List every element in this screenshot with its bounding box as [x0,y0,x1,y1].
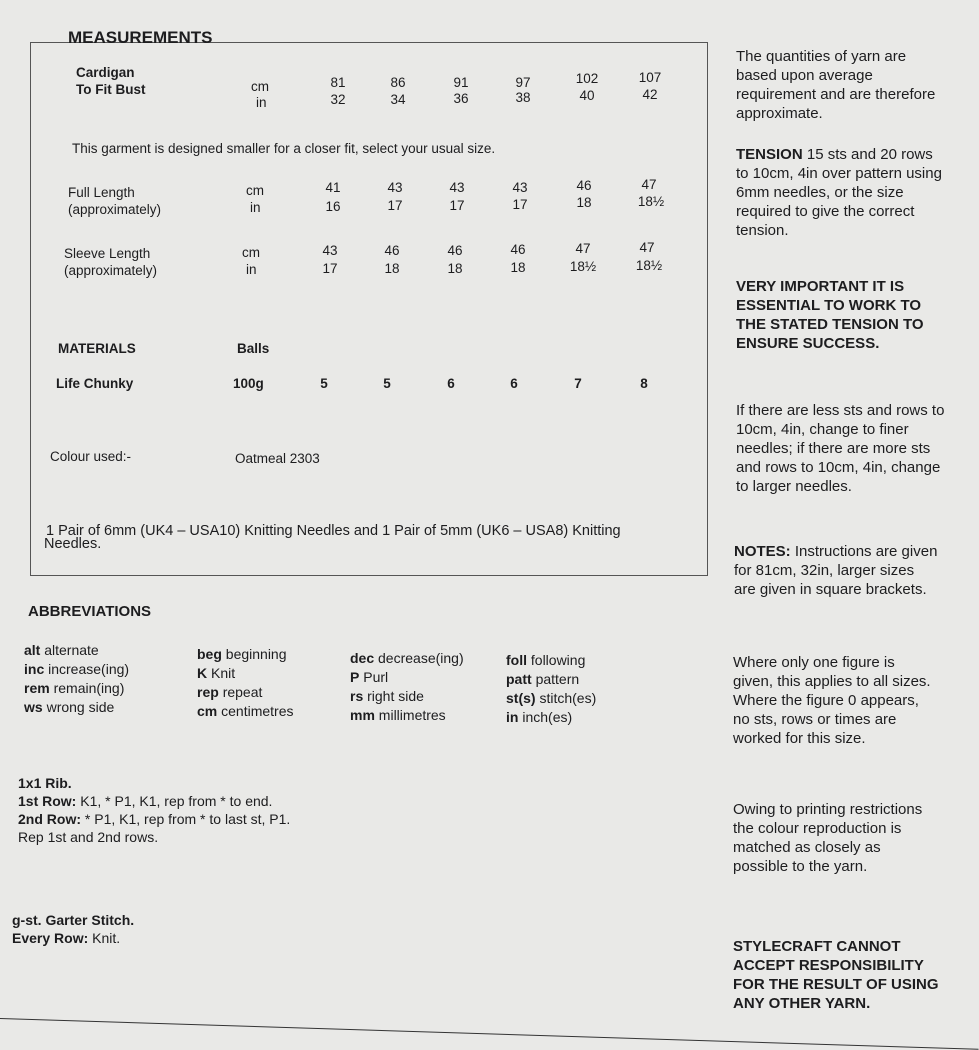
abbr-meaning: decrease(ing) [378,650,464,666]
abbr-item [506,670,596,689]
abbr-item [506,689,596,708]
sleeve-cm-value: 43 [322,243,338,258]
abbr-meaning: remain(ing) [53,680,125,696]
quantities-note: The quantities of yarn are based upon average requirement and are therefore approximate. [736,48,936,122]
bust-cm-value: 86 [390,75,406,90]
abbr-term: K [197,665,208,681]
abbr-meaning: right side [367,688,424,704]
rib-row-2 [18,810,290,828]
balls-value: 7 [574,376,582,391]
measurements-box [30,42,708,576]
abbr-meaning: wrong side [46,699,115,715]
sleeve-in-value: 17 [322,261,338,276]
abbr-item [24,660,129,679]
one-figure-note: Where only one figure is given, this applies to all sizes. Where the figure 0 appears, no sts, rows or times are worked for this size. [733,654,931,747]
abbr-meaning: increase(ing) [48,661,130,677]
notes [734,542,939,599]
full-length-cm-value: 41 [325,180,341,195]
sleeve-cm-value: 47 [575,241,591,256]
colour-label: Colour used:- [50,449,132,464]
abbr-item [506,708,596,727]
abbr-item [24,679,129,698]
abbr-item [506,651,596,670]
abbr-term: foll [506,652,527,668]
needles-line1: 1 Pair of 6mm (UK4 – USA10) Knitting Needles and 1 Pair of 5mm (UK6 – USA8) Knitting [46,523,621,539]
abbr-item [350,668,464,687]
printing-note: Owing to printing restrictions the colour reproduction is matched as closely as possible to the yarn. [733,801,923,875]
abbr-term: rs [350,688,364,704]
colour-value: Oatmeal 2303 [235,451,320,466]
full-length-approx-label: (approximately) [68,202,162,217]
abbr-item [24,641,129,660]
yarn-weight: 100g [233,376,264,391]
bust-cm-value: 81 [330,75,346,90]
garter-title: g-st. Garter Stitch. [12,912,135,928]
abbr-meaning: alternate [44,642,99,658]
fit-note: This garment is designed smaller for a closer fit, select your usual size. [72,141,496,156]
rib-row-1-label: 1st Row: [18,793,77,809]
abbr-meaning: Purl [363,669,389,685]
to-fit-bust-label: To Fit Bust [76,82,146,97]
bust-in-value: 38 [515,90,531,105]
cardigan-label: Cardigan [76,65,135,80]
unit-in: in [256,95,267,110]
bust-in-value: 42 [642,87,658,102]
needle-change-note: If there are less sts and rows to 10cm, 4in, change to finer needles; if there are more sts and rows to 10cm, 4in, change to larger needles. [736,402,945,495]
abbr-meaning: pattern [535,671,580,687]
sleeve-in-value: 18½ [635,258,663,273]
abbreviations-title: ABBREVIATIONS [28,603,152,620]
notes-label: NOTES: [734,543,791,560]
tension-text: 15 sts and 20 rows to 10cm, 4in over pattern using 6mm needles, or the size required to give the correct tension. [736,146,942,239]
abbr-item [24,698,129,717]
notes-text: Instructions are given for 81cm, 32in, larger sizes are given in square brackets. [734,543,938,598]
abbr-term: beg [197,646,222,662]
bust-in-value: 32 [330,92,346,107]
abbr-item [197,702,293,721]
abbr-term: st(s) [506,690,536,706]
abbr-item [350,649,464,668]
full-length-cm-value: 43 [387,180,403,195]
abbr-column-4 [506,651,596,727]
abbr-column-1 [24,641,129,717]
rib-repeat: Rep 1st and 2nd rows. [18,829,159,845]
balls-value: 6 [510,376,518,391]
abbr-meaning: Knit [211,665,236,681]
abbr-term: inc [24,661,45,677]
bust-cm-value: 97 [515,75,531,90]
sleeve-length-approx-label: (approximately) [64,263,158,278]
abbr-term: P [350,669,360,685]
full-length-cm-value: 46 [576,178,592,193]
abbr-meaning: following [530,652,586,668]
measurements-title: MEASUREMENTS [68,28,213,47]
abbr-meaning: millimetres [378,707,446,723]
sleeve-cm-value: 46 [510,242,526,257]
unit-cm: cm [251,79,269,94]
full-length-in-value: 18½ [637,194,665,209]
abbr-term: alt [24,642,41,658]
sleeve-length-label: Sleeve Length [64,246,151,261]
rib-row-1-text: K1, * P1, K1, rep from * to end. [80,793,273,809]
garter-row-label: Every Row: [12,930,89,946]
important-note: VERY IMPORTANT IT IS ESSENTIAL TO WORK TO THE STATED TENSION TO ENSURE SUCCESS. [736,278,924,352]
abbr-column-2 [197,645,293,721]
bust-cm-value: 107 [638,70,662,85]
full-length-in-value: 17 [512,197,528,212]
sleeve-in-value: 18 [510,260,526,275]
full-length-in-value: 18 [576,195,592,210]
materials-label: MATERIALS [58,341,136,356]
unit-in: in [246,262,257,277]
balls-value: 5 [383,376,391,391]
balls-value: 8 [640,376,648,391]
full-length-cm-value: 43 [512,180,528,195]
needles-line2: Needles. [44,536,102,552]
abbr-meaning: beginning [225,646,287,662]
abbr-item [350,706,464,725]
abbr-meaning: repeat [222,684,263,700]
rib-title: 1x1 Rib. [18,775,72,791]
abbr-term: dec [350,650,375,666]
balls-value: 5 [320,376,328,391]
abbr-meaning: centimetres [221,703,294,719]
full-length-cm-value: 47 [641,177,657,192]
sleeve-cm-value: 46 [447,243,463,258]
abbr-term: patt [506,671,532,687]
bust-in-value: 36 [453,91,469,106]
sleeve-cm-value: 47 [639,240,655,255]
full-length-cm-value: 43 [449,180,465,195]
tension-note [736,145,946,240]
full-length-in-value: 17 [449,198,465,213]
full-length-in-value: 16 [325,199,341,214]
abbr-item [197,664,293,683]
abbr-term: cm [197,703,218,719]
page-edge-line [0,1018,979,1050]
abbr-item [350,687,464,706]
unit-in: in [250,200,261,215]
full-length-in-value: 17 [387,198,403,213]
abbr-item [197,683,293,702]
rib-row-1 [18,792,290,810]
sleeve-in-value: 18 [384,261,400,276]
abbr-column-3 [350,649,464,725]
rib-section [18,774,290,846]
rib-row-2-text: * P1, K1, rep from * to last st, P1. [84,811,291,827]
garter-section [12,911,134,947]
balls-label: Balls [237,341,270,356]
abbr-term: ws [24,699,43,715]
garter-row [12,929,134,947]
yarn-name: Life Chunky [56,376,134,391]
abbr-meaning: inch(es) [522,709,573,725]
abbr-term: in [506,709,519,725]
bust-cm-value: 102 [575,71,599,86]
unit-cm: cm [246,183,264,198]
sleeve-cm-value: 46 [384,243,400,258]
bust-in-value: 34 [390,92,406,107]
abbr-term: mm [350,707,375,723]
bust-cm-value: 91 [453,75,469,90]
abbr-item [197,645,293,664]
abbr-term: rep [197,684,219,700]
sleeve-in-value: 18½ [569,259,597,274]
full-length-label: Full Length [68,185,135,200]
abbr-term: rem [24,680,50,696]
disclaimer: STYLECRAFT CANNOT ACCEPT RESPONSIBILITY FOR THE RESULT OF USING ANY OTHER YARN. [733,938,939,1012]
garter-row-text: Knit. [92,930,121,946]
sleeve-in-value: 18 [447,261,463,276]
abbr-meaning: stitch(es) [539,690,597,706]
balls-value: 6 [447,376,455,391]
bust-in-value: 40 [579,88,595,103]
rib-row-2-label: 2nd Row: [18,811,81,827]
unit-cm: cm [242,245,260,260]
tension-label: TENSION [736,146,803,163]
